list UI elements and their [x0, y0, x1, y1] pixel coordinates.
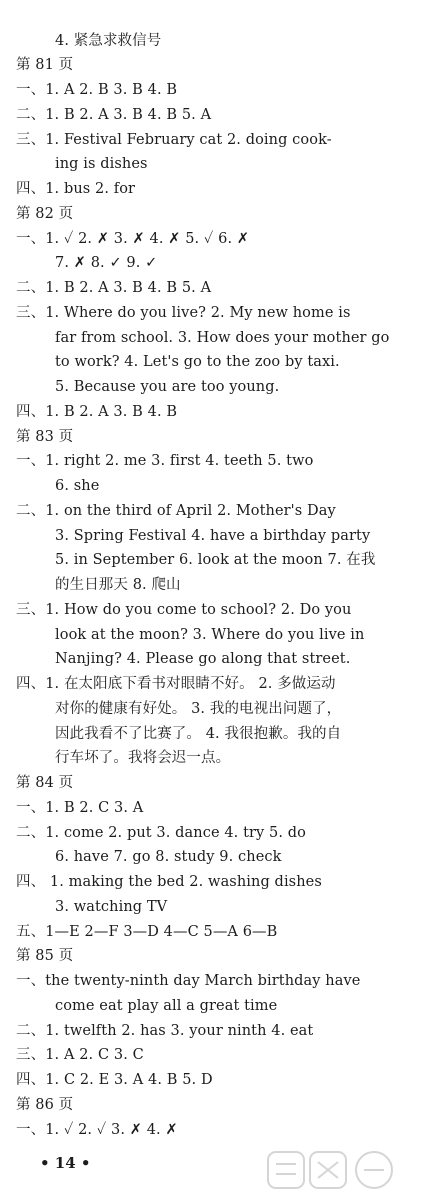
text-line: 一、1. B 2. C 3. A — [16, 800, 144, 816]
text-line: 四、1. C 2. E 3. A 4. B 5. D — [16, 1072, 213, 1088]
text-line: come eat play all a great time — [55, 998, 278, 1014]
text-line: far from school. 3. How does your mother go — [55, 330, 390, 346]
text-line: 3. watching TV — [55, 899, 168, 915]
text-line: 一、1. A 2. B 3. B 4. B — [16, 82, 178, 98]
text-line: 的生日那天 8. 爬山 — [55, 577, 181, 593]
text-line: 3. Spring Festival 4. have a birthday party — [55, 528, 371, 544]
page-number: • 14 • — [40, 1154, 91, 1172]
text-line: 一、the twenty-ninth day March birthday have — [16, 973, 361, 989]
text-line: 一、1. ✓ 2. ✓ 3. ✗ 4. ✗ — [16, 1122, 178, 1138]
text-line: 行车坏了。我将会迟一点。 — [55, 750, 231, 766]
watermark-logo-icon — [266, 1148, 416, 1192]
text-line: 二、1. twelfth 2. has 3. your ninth 4. eat — [16, 1023, 314, 1039]
text-line: 三、1. A 2. C 3. C — [16, 1047, 144, 1063]
text-line: 三、1. Festival February cat 2. doing cook- — [16, 132, 332, 148]
text-line: 6. she — [55, 478, 100, 494]
page-heading: 第 81 页 — [16, 57, 74, 73]
text-line: 一、1. ✓ 2. ✗ 3. ✗ 4. ✗ 5. ✓ 6. ✗ — [16, 231, 250, 247]
text-line: 6. have 7. go 8. study 9. check — [55, 849, 282, 865]
text-line: 五、1—E 2—F 3—D 4—C 5—A 6—B — [16, 924, 278, 940]
text-line: ing is dishes — [55, 156, 148, 172]
page-heading: 第 85 页 — [16, 948, 74, 964]
text-line: 三、1. Where do you live? 2. My new home is — [16, 305, 351, 321]
text-line: 5. in September 6. look at the moon 7. 在我 — [55, 552, 376, 568]
page-heading: 第 83 页 — [16, 429, 74, 445]
text-line: 四、1. 在太阳底下看书对眼睛不好。 2. 多做运动 — [16, 676, 336, 692]
text-line: 二、1. B 2. A 3. B 4. B 5. A — [16, 280, 212, 296]
text-line: 二、1. on the third of April 2. Mother's Day — [16, 503, 336, 519]
text-line: 四、1. B 2. A 3. B 4. B — [16, 404, 178, 420]
text-line: to work? 4. Let's go to the zoo by taxi. — [55, 354, 340, 370]
text-line: 7. ✗ 8. ✓ 9. ✓ — [55, 255, 158, 271]
text-line: 二、1. B 2. A 3. B 4. B 5. A — [16, 107, 212, 123]
text-line: 四、1. bus 2. for — [16, 181, 136, 197]
text-line: 一、1. right 2. me 3. first 4. teeth 5. two — [16, 453, 314, 469]
page-heading: 第 84 页 — [16, 775, 74, 791]
text-line: 5. Because you are too young. — [55, 379, 280, 395]
text-line: look at the moon? 3. Where do you live in — [55, 627, 365, 643]
text-line: 对你的健康有好处。 3. 我的电视出问题了， — [55, 701, 342, 717]
text-line: 因此我看不了比赛了。 4. 我很抱歉。我的自 — [55, 726, 342, 742]
text-line: 4. 紧急求救信号 — [55, 33, 162, 49]
text-line: Nanjing? 4. Please go along that street. — [55, 651, 351, 667]
text-line: 四、 1. making the bed 2. washing dishes — [16, 874, 322, 890]
text-line: 三、1. How do you come to school? 2. Do you — [16, 602, 352, 618]
page-heading: 第 82 页 — [16, 206, 74, 222]
page-heading: 第 86 页 — [16, 1097, 74, 1113]
text-line: 二、1. come 2. put 3. dance 4. try 5. do — [16, 825, 307, 841]
